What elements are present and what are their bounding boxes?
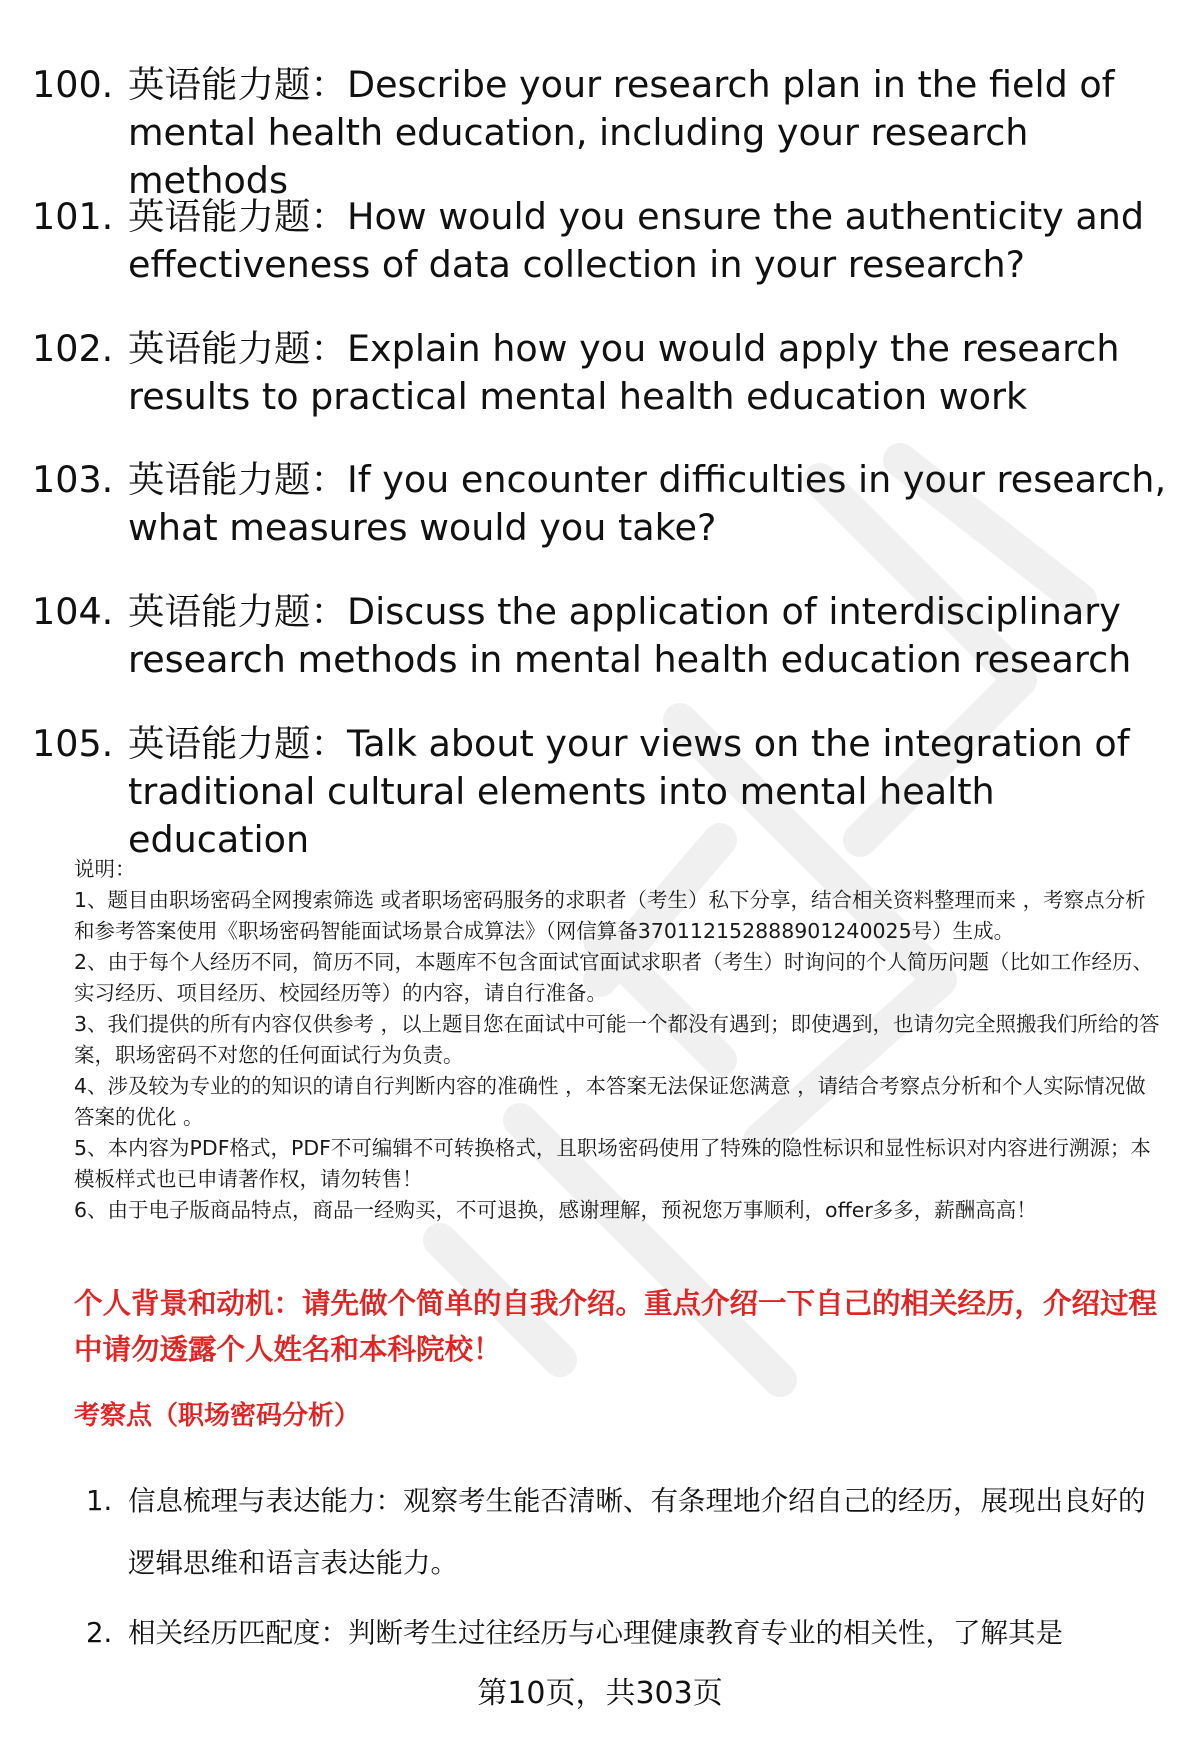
question-category: 英语能力题： <box>128 326 347 370</box>
question-text <box>128 588 1183 684</box>
question-category: 英语能力题： <box>128 721 347 765</box>
question-number: 100. <box>32 63 114 106</box>
question-list <box>0 56 1200 861</box>
question-number: 104. <box>32 590 114 634</box>
question-item <box>0 583 1200 715</box>
question-content: How would you ensure the authenticity and effectiveness of data collection in your research? <box>128 194 1145 286</box>
analysis-item <box>0 1602 1200 1664</box>
question-text <box>128 456 1183 552</box>
analysis-text: 相关经历匹配度：判断考生过往经历与心理健康教育专业的相关性，了解其是 <box>128 1617 1063 1649</box>
question-category: 英语能力题： <box>128 63 347 106</box>
question-item <box>0 451 1200 583</box>
question-content: Explain how you would apply the research results to practical mental health education work <box>128 326 1120 418</box>
question-content: If you encounter difficulties in your research, what measures would you take? <box>128 458 1167 550</box>
note-item: 5、本内容为PDF格式，PDF不可编辑不可转换格式，且职场密码使用了特殊的隐性标识和显性标识对内容进行溯源；本模板样式也已申请著作权，请勿转售！ <box>74 1136 1151 1191</box>
question-item <box>0 320 1200 452</box>
analysis-number: 2. <box>86 1617 113 1649</box>
page-footer: 第10页，共303页 <box>477 1676 723 1711</box>
question-number: 105. <box>32 721 114 765</box>
question-category: 英语能力题： <box>128 458 347 502</box>
analysis-text: 信息梳理与表达能力：观察考生能否清晰、有条理地介绍自己的经历，展现出良好的逻辑思维和语言表达能力。 <box>128 1485 1146 1579</box>
note-item: 4、涉及较为专业的的知识的请自行判断内容的准确性 ，本答案无法保证您满意 ，请结合考察点分析和个人实际情况做答案的优化 。 <box>74 1074 1146 1129</box>
question-text <box>128 720 1183 864</box>
note-item: 3、我们提供的所有内容仅供参考 ，以上题目您在面试中可能一个都没有遇到；即使遇到，也请勿完全照搬我们所给的答案，职场密码不对您的任何面试行为负责。 <box>74 1012 1160 1067</box>
question-item <box>0 188 1200 320</box>
question-content: Talk about your views on the integration of traditional cultural elements into mental health education <box>128 721 1130 861</box>
question-text <box>128 193 1183 289</box>
intro-question-heading: 个人背景和动机：请先做个简单的自我介绍。重点介绍一下自己的相关经历，介绍过程中请勿透露个人姓名和本科院校！ <box>74 1287 1158 1366</box>
note-item: 2、由于每个人经历不同，简历不同，本题库不包含面试官面试求职者（考生）时询问的个人简历问题（比如工作经历、实习经历、项目经历、校园经历等）的内容，请自行准备。 <box>74 950 1154 1005</box>
question-text <box>128 325 1183 421</box>
question-category: 英语能力题： <box>128 590 347 634</box>
question-number: 102. <box>32 326 114 370</box>
question-text <box>128 61 1183 205</box>
question-category: 英语能力题： <box>128 194 347 238</box>
analysis-number: 1. <box>86 1485 113 1517</box>
note-item: 1、题目由职场密码全网搜索筛选 或者职场密码服务的求职者（考生）私下分享，结合相关资料整理而来 ，考察点分析和参考答案使用《职场密码智能面试场景合成算法》（网信算备370112152888901240025号）生成。 <box>74 888 1146 943</box>
notes-title: 说明： <box>74 857 136 881</box>
note-item: 6、由于电子版商品特点，商品一经购买，不可退换，感谢理解，预祝您万事顺利，offer多多，薪酬高高！ <box>74 1198 1037 1222</box>
question-number: 101. <box>32 194 114 238</box>
question-content: Describe your research plan in the field of mental health education, including your research methods <box>128 63 1115 202</box>
analysis-heading: 考察点（职场密码分析） <box>74 1401 361 1431</box>
question-item <box>0 715 1200 861</box>
notes-section <box>74 854 1160 1226</box>
analysis-item <box>0 1470 1200 1594</box>
analysis-list <box>0 1470 1200 1672</box>
question-item <box>0 56 1200 202</box>
question-number: 103. <box>32 458 114 502</box>
question-content: Discuss the application of interdisciplinary research methods in mental health education research <box>128 590 1132 682</box>
